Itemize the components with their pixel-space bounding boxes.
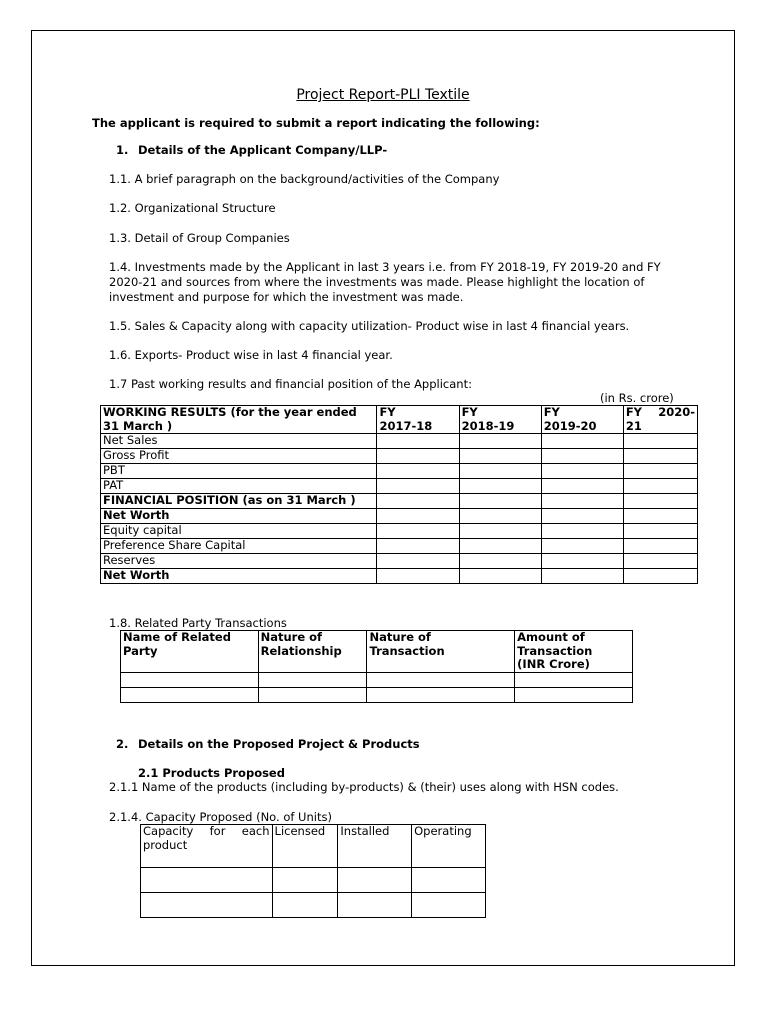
related-party-table [120, 630, 633, 703]
licensed-header: Licensed [272, 825, 338, 868]
table-header-row [141, 825, 486, 868]
operating-header: Operating [412, 825, 486, 868]
transaction-amount-header: Amount of Transaction (INR Crore) [515, 631, 633, 673]
table-row [101, 569, 698, 584]
table-row [141, 893, 486, 918]
table-row [101, 554, 698, 569]
item-1-6: 1.6. Exports- Product wise in last 4 financial year. [109, 348, 393, 362]
table-header-row [101, 406, 698, 434]
item-1-4-line1: 1.4. Investments made by the Applicant in last 3 years i.e. from FY 2018-19, FY 2019-20 and FY [109, 260, 661, 274]
table-row [101, 509, 698, 524]
table-row [101, 524, 698, 539]
item-1-1: 1.1. A brief paragraph on the background/activities of the Company [109, 172, 500, 186]
row-label: FINANCIAL POSITION (as on 31 March ) [101, 494, 377, 509]
item-1-3: 1.3. Detail of Group Companies [109, 231, 290, 245]
fy-2017-18-header: FY 2017-18 [377, 406, 459, 434]
capacity-header: Capacity for each product [141, 825, 273, 868]
item-1-8: 1.8. Related Party Transactions [109, 616, 287, 630]
table-header-row [121, 631, 633, 673]
item-2-1-1: 2.1.1 Name of the products (including by-products) & (their) uses along with HSN codes. [109, 780, 619, 794]
item-1-7: 1.7 Past working results and financial position of the Applicant: [109, 377, 472, 391]
installed-header: Installed [338, 825, 412, 868]
section2-1-heading: 2.1 Products Proposed [138, 766, 285, 780]
fy-2020-21-header: FY 2020- 21 [623, 406, 697, 434]
section2-number: 2. [116, 737, 129, 751]
table-row [101, 539, 698, 554]
row-label: Gross Profit [101, 449, 377, 464]
capacity-table [140, 824, 486, 918]
row-label: Net Sales [101, 434, 377, 449]
row-label: PAT [101, 479, 377, 494]
working-results-table [100, 405, 698, 584]
row-label: Net Worth [101, 509, 377, 524]
table-row [101, 479, 698, 494]
section1-number: 1. [116, 143, 129, 157]
table-row [101, 449, 698, 464]
table-row [121, 672, 633, 687]
intro-text: The applicant is required to submit a report indicating the following: [92, 116, 540, 130]
item-1-5: 1.5. Sales & Capacity along with capacity utilization- Product wise in last 4 financial years. [109, 319, 630, 333]
row-label: PBT [101, 464, 377, 479]
transaction-nature-header: Nature of Transaction [367, 631, 515, 673]
relationship-header: Nature of Relationship [258, 631, 367, 673]
item-1-2: 1.2. Organizational Structure [109, 201, 276, 215]
row-label: Preference Share Capital [101, 539, 377, 554]
section2-heading: Details on the Proposed Project & Products [138, 737, 420, 751]
section1-heading: Details of the Applicant Company/LLP- [138, 143, 388, 157]
fy-2018-19-header: FY 2018-19 [459, 406, 541, 434]
page-title: Project Report-PLI Textile [296, 87, 470, 103]
working-results-header: WORKING RESULTS (for the year ended 31 March ) [101, 406, 377, 434]
table-row [101, 464, 698, 479]
item-1-4-line2: 2020-21 and sources from where the investments was made. Please highlight the location of [109, 275, 645, 289]
table-row [141, 868, 486, 893]
table-row [101, 494, 698, 509]
row-label: Equity capital [101, 524, 377, 539]
fy-2019-20-header: FY 2019-20 [541, 406, 623, 434]
related-party-name-header: Name of Related Party [121, 631, 259, 673]
table-row [121, 687, 633, 702]
row-label: Reserves [101, 554, 377, 569]
item-2-1-4: 2.1.4. Capacity Proposed (No. of Units) [109, 810, 332, 824]
row-label: Net Worth [101, 569, 377, 584]
item-1-4-line3: investment and purpose for which the investment was made. [109, 290, 464, 304]
table-row [101, 434, 698, 449]
unit-note: (in Rs. crore) [600, 391, 674, 405]
